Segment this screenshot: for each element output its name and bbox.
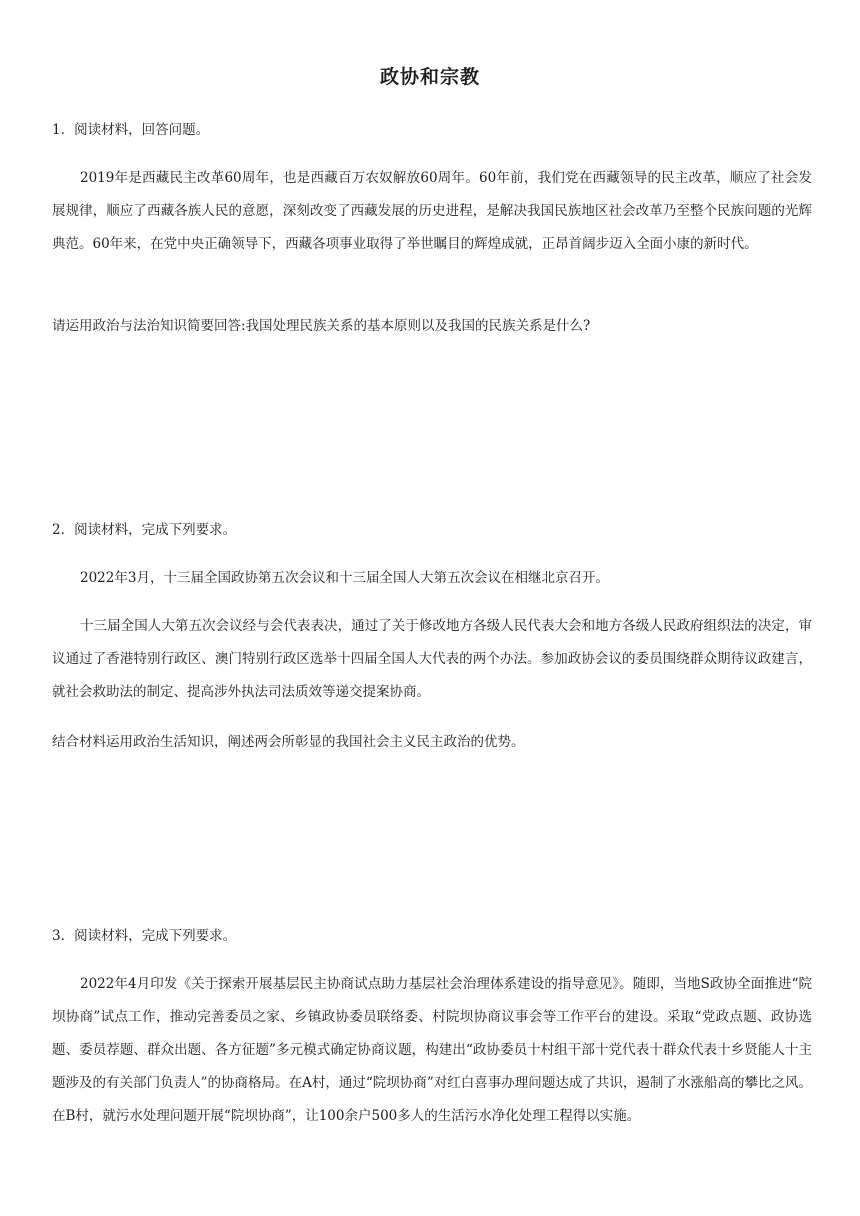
page-title: 政协和宗教 [379, 66, 480, 88]
question-2-prompt: 结合材料运用政治生活知识，阐述两会所彰显的我国社会主义民主政治的优势。 [52, 734, 525, 750]
question-1-paragraph: 2019年是西藏民主改革60周年，也是西藏百万农奴解放60周年。60年前，我们党在西藏领导的民主改革，顺应了社会发展规律，顺应了西藏各族人民的意愿，深刻改变了西藏发展的历史进程，是解决我国民族地区社会改革乃至整个民族问题的光辉典范。60年来，在党中央正确领导下，西藏各项事业取得了举世瞩目的辉煌成就，正昂首阔步迈入全面小康的新时代。 [52, 170, 812, 252]
question-3-paragraph: 2022年4月印发《关于探索开展基层民主协商试点助力基层社会治理体系建设的指导意见》。随即，当地S政协全面推进“院坝协商”试点工作，推动完善委员之家、乡镇政协委员联络委、村院坝协商议事会等工作平台的建设。采取“党政点题、政协选题、委员荐题、群众出题、各方征题”多元模式确定协商议题，构建出“政协委员十村组干部十党代表十群众代表十乡贤能人十主题涉及的有关部门负责人”的协商格局。在A村，通过“院坝协商”对红白喜事办理问题达成了共识，遏制了水涨船高的攀比之风。在B村，就污水处理问题开展“院坝协商”，让100余户500多人的生活污水净化处理工程得以实施。 [52, 976, 812, 1124]
question-1-material [52, 162, 812, 261]
question-2-paragraph-1: 2022年3月，十三届全国政协第五次会议和十三届全国人大第五次会议在相继北京召开。 [80, 570, 609, 586]
question-2-material-2 [52, 610, 812, 709]
question-2-paragraph-2: 十三届全国人大第五次会议经与会代表表决，通过了关于修改地方各级人民代表大会和地方各级人民政府组织法的决定，审议通过了香港特别行政区、澳门特别行政区选举十四届全国人大代表的两个办法。参加政协会议的委员围绕群众期待议政建言，就社会救助法的制定、提高涉外执法司法质效等递交提案协商。 [52, 618, 812, 700]
question-1 [52, 114, 812, 147]
question-2 [52, 514, 812, 547]
question-1-prompt: 请运用政治与法治知识简要回答:我国处理民族关系的基本原则以及我国的民族关系是什么? [52, 318, 591, 334]
question-2-prompt-block [52, 726, 812, 759]
question-1-prompt-block [52, 310, 812, 343]
question-3 [52, 920, 812, 953]
question-3-material [52, 968, 812, 1133]
question-2-heading: 2．阅读材料，完成下列要求。 [52, 522, 237, 538]
question-1-heading: 1．阅读材料，回答问题。 [52, 122, 210, 138]
question-3-heading: 3．阅读材料，完成下列要求。 [52, 928, 237, 944]
question-2-material-1 [52, 562, 812, 595]
